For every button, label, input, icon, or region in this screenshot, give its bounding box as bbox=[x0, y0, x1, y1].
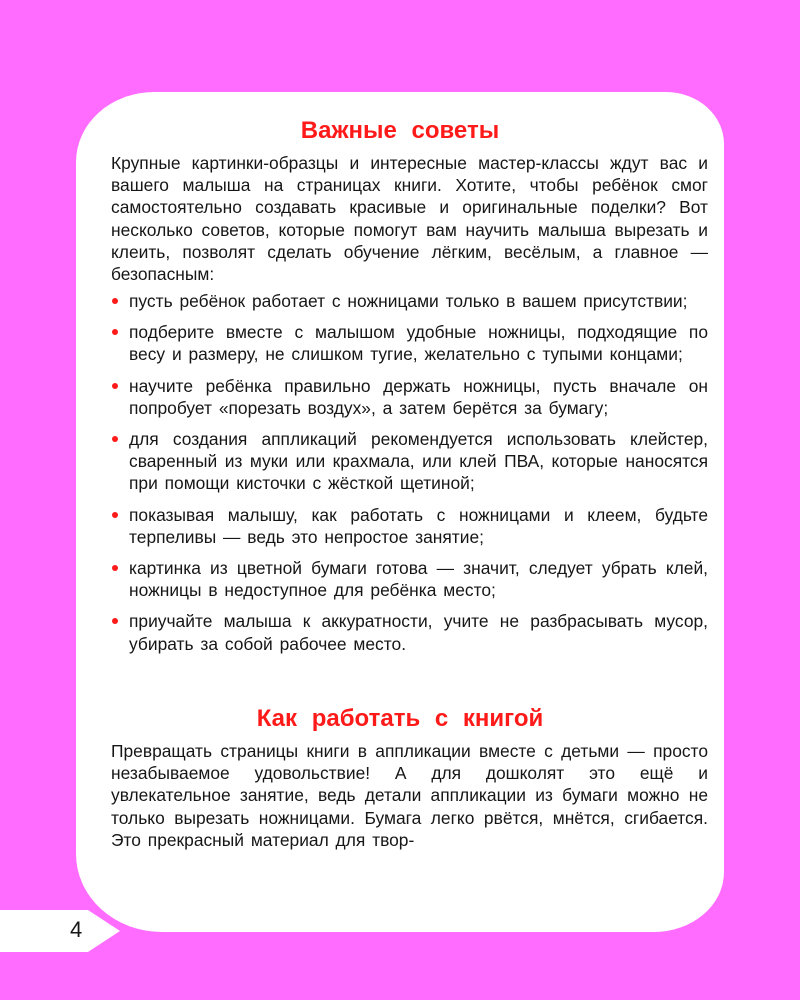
bullet-icon bbox=[112, 298, 118, 304]
bullet-icon bbox=[112, 383, 118, 389]
page-number-tab bbox=[0, 910, 120, 952]
list-item bbox=[111, 557, 708, 601]
list-item bbox=[111, 290, 708, 312]
list-item bbox=[111, 504, 708, 548]
list-item bbox=[111, 610, 708, 654]
tip-text: подберите вместе с малышом удобные ножницы, подходящие по весу и размеру, не слишком тугие, желательно с тупыми концами; bbox=[129, 322, 708, 365]
tip-text: для создания аппликаций рекомендуется использовать клейстер, сваренный из муки или крахмала, или клей ПВА, которые наносятся при помощи кисточки с жёсткой щетиной; bbox=[129, 429, 708, 494]
tip-text: картинка из цветной бумаги готова — значит, следует убрать клей, ножницы в недоступное для ребёнка место; bbox=[129, 558, 708, 601]
bullet-icon bbox=[112, 512, 118, 518]
tip-text: приучайте малыша к аккуратности, учите не разбрасывать мусор, убирать за собой рабочее место. bbox=[129, 611, 708, 654]
bullet-icon bbox=[112, 565, 118, 571]
page-number: 4 bbox=[70, 917, 83, 942]
tips-list bbox=[111, 290, 708, 664]
list-item bbox=[111, 428, 708, 495]
list-item bbox=[111, 321, 708, 365]
section-title-tips: Важные советы bbox=[300, 117, 500, 144]
bullet-icon bbox=[112, 436, 118, 442]
tip-text: показывая малышу, как работать с ножницами и клеем, будьте терпеливы — ведь это непростое занятие; bbox=[129, 504, 708, 547]
tip-text: научите ребёнка правильно держать ножницы, пусть вначале он попробует «порезать воздух», а затем берётся за бумагу; bbox=[129, 375, 708, 418]
tip-text: пусть ребёнок работает с ножницами только в вашем присутствии; bbox=[129, 291, 688, 311]
list-item bbox=[111, 375, 708, 419]
section-title-book: Как работать с книгой bbox=[256, 705, 544, 732]
bullet-icon bbox=[112, 618, 118, 624]
book-paragraph: Превращать страницы книги в аппликации вместе с детьми — просто незабываемое удовольствие! А для дошколят это ещё и увлекательное занятие, ведь детали аппликации из бумаги можно не только вырезать ножницами. Бумага легко рвётся, мнётся, сгибается. Это прекрасный материал для твор- bbox=[111, 741, 708, 850]
intro-paragraph: Крупные картинки-образцы и интересные мастер-классы ждут вас и вашего малыша на страницах книги. Хотите, чтобы ребёнок смог самостоятельно создавать красивые и оригинальные поделки? Вот несколько советов, которые помогут вам научить малыша вырезать и клеить, позволят сделать обучение лёгким, весёлым, а главное — безопасным: bbox=[111, 153, 708, 285]
bullet-icon bbox=[112, 329, 118, 335]
